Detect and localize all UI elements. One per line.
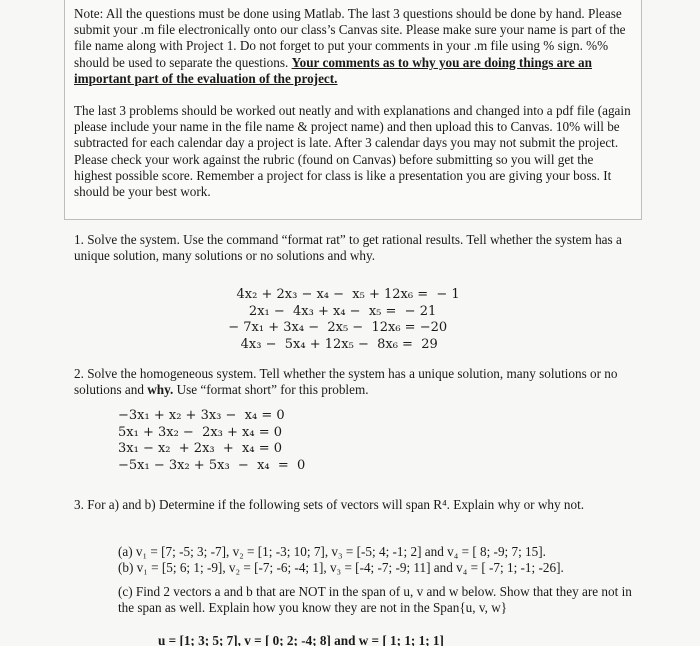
question-1: 1. Solve the system. Use the command “format rat” to get rational results. Tell whether the system has a unique solution, many solutions or no solutions and why. (74, 232, 622, 264)
q2-tail: Use “format short” for this problem. (173, 382, 369, 398)
note-text: Note: All the questions must be done using Matlab. The last 3 questions should be done by hand. Please submit your .m file electronically onto our class’s Canvas site. Please make sure your name is part of the file name along with Project 1. Do not forget to put your comments in your .m file using % sign. %% should be used to separate the questions. (74, 6, 626, 70)
q2-equation-4: −5x₁ − 3x₂ + 5x₃ − x₄ = 0 (118, 457, 306, 473)
note-bold-underline: Your comments as to why you are doing things are an important part of the evaluation of the project. (74, 54, 592, 86)
q1-equation-3: − 7x₁ + 3x₄ − 2x₅ − 12x₆ = −20 (220, 320, 448, 335)
question-3-vectors: u = [1; 3; 5; 7], v = [ 0; 2; -4; 8] and w = [ 1; 1; 1; 1] (158, 633, 444, 646)
q2-bold-why: why. (147, 382, 174, 398)
q2-equation-1: −3x₁ + x₂ + 3x₃ − x₄ = 0 (118, 408, 285, 423)
note-paragraph (74, 6, 634, 87)
q2-text: 2. Solve the homogeneous system. Tell whether the system has a unique solution, many solutions or no solutions and (74, 366, 618, 398)
question-1-equations (220, 287, 460, 353)
q1-equation-4: 4x₃ − 5x₄ + 12x₅ − 8x₆ = 29 (220, 336, 438, 352)
q1-equation-2: 2x₁ − 4x₃ + x₄ − x₅ = − 21 (220, 303, 437, 319)
question-2 (74, 366, 634, 398)
q1-equation-1: 4x₂ + 2x₃ − x₄ − x₅ + 12x₆ = − 1 (220, 287, 460, 302)
q2-equation-3: 3x₁ − x₂ + 2x₃ + x₄ = 0 (118, 441, 283, 456)
question-3: 3. For a) and b) Determine if the following sets of vectors will span R⁴. Explain why or why not. (74, 497, 585, 512)
q3-part-b: (b) v₁ = [5; 6; 1; -9], v₂ = [-7; -6; -4; 1], v₃ = [-4; -7; -9; 11] and v₄ = [ -7; 1; -1; -26]. (118, 560, 564, 576)
submission-paragraph: The last 3 problems should be worked out neatly and with explanations and changed into a pdf file (again please include your name in the file name & project name) and then upload this to Canvas. 10% will be subtracted for each calendar day a project is late. After 3 calendar days you may not submit the project. Please check your work against the rubric (found on Canvas) before submitting so you will get the highest possible score. Remember a project for class is like a presentation you are giving your boss. It should be your best work. (74, 103, 631, 200)
q2-equation-2: 5x₁ + 3x₂ − 2x₃ + x₄ = 0 (118, 424, 283, 440)
question-3-parts-ab (118, 544, 638, 576)
question-3-part-c: (c) Find 2 vectors a and b that are NOT in the span of u, v and w below. Show that they are not in the span as well. Explain how you know they are not in the Span{u, v, w} (118, 584, 632, 616)
question-2-equations (118, 408, 305, 474)
q3-part-a: (a) v₁ = [7; -5; 3; -7], v₂ = [1; -3; 10; 7], v₃ = [-5; 4; -1; 2] and v₄ = [ 8; -9; 7; 15]. (118, 544, 546, 559)
